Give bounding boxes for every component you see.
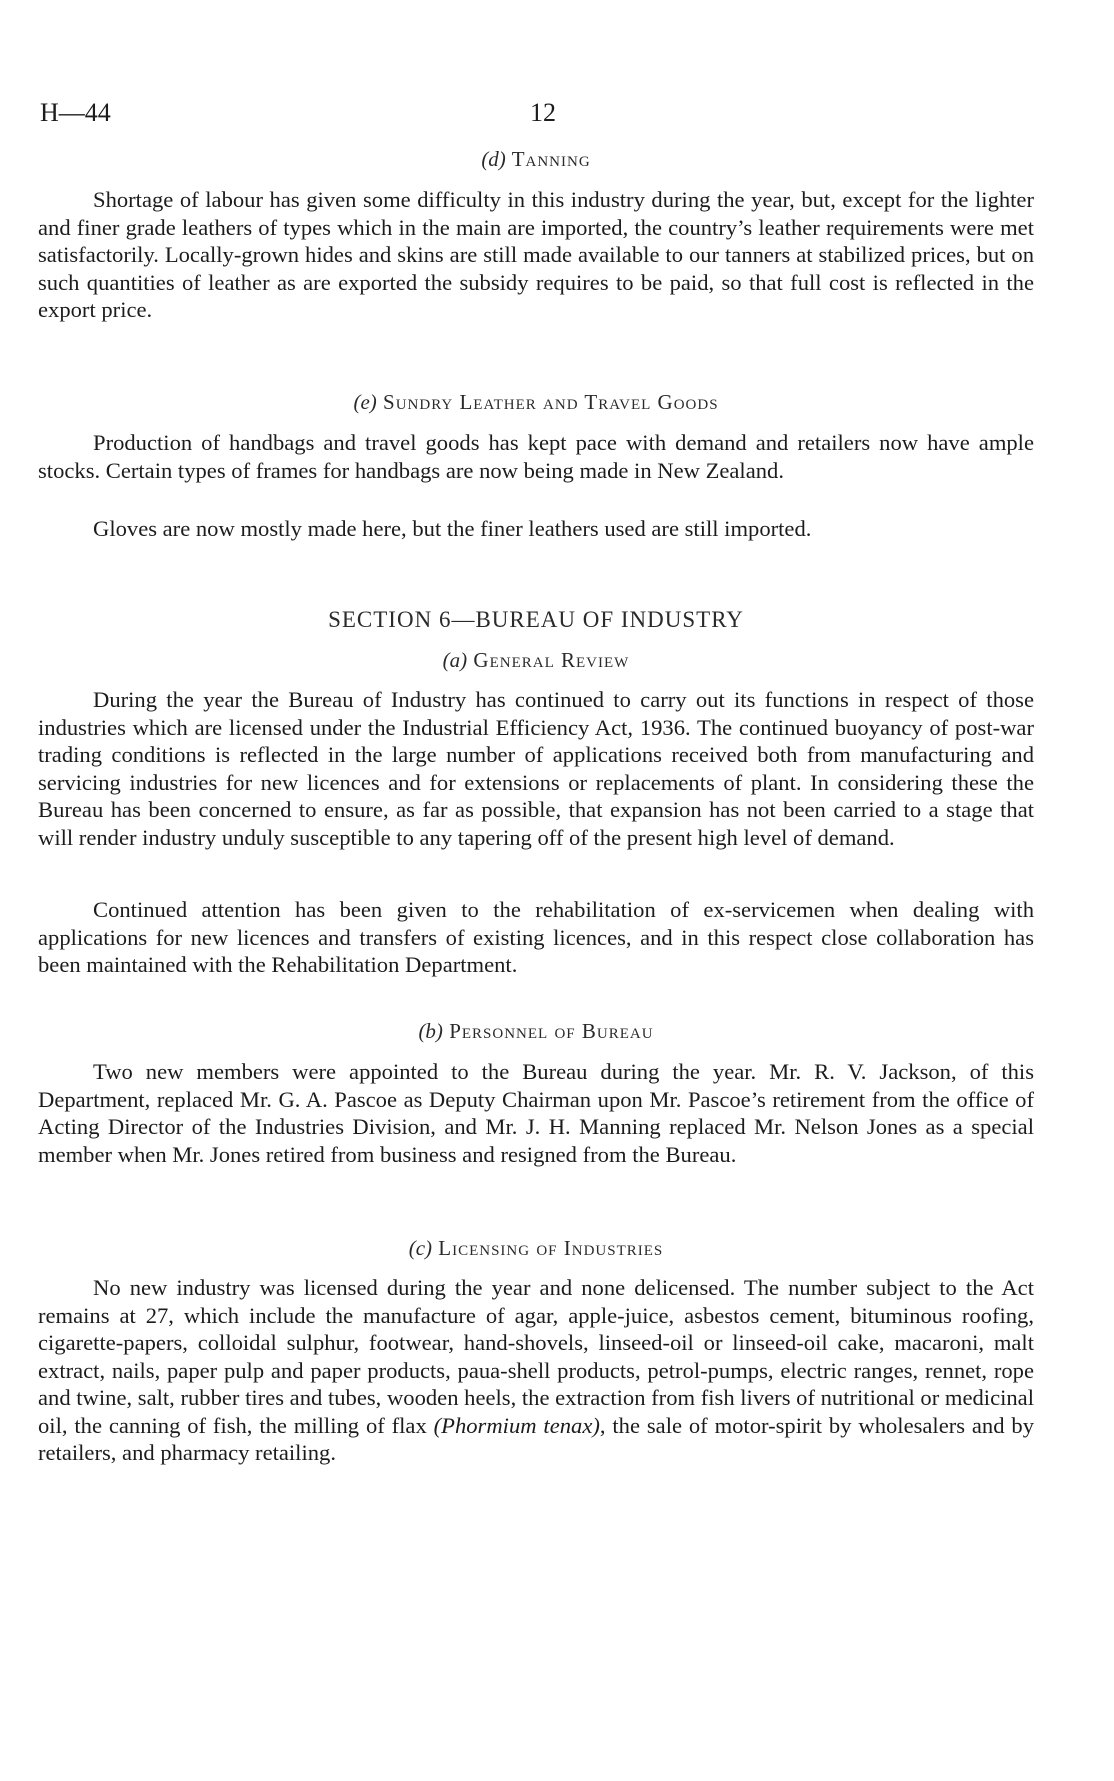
personnel-body [38, 1058, 1034, 1168]
paragraph: Shortage of labour has given some difficulty in this industry during the year, but, except for the lighter and finer grade leathers of types which in the main are imported, the country’s leather requirements were met satisfactorily. Locally-grown hides and skins are still made available to our tanners at stabilized prices, but on such quantities of leather as are exported the subsidy requires to be paid, so that full cost is reflected in the export price. [38, 187, 1034, 322]
heading-title: Personnel of Bureau [449, 1019, 654, 1043]
heading-title: Sundry Leather and Travel Goods [383, 390, 719, 414]
page-number: 12 [530, 98, 556, 127]
heading-sundry-leather [38, 390, 1034, 415]
paragraph: Two new members were appointed to the Bureau during the year. Mr. R. V. Jackson, of this Department, replaced Mr. G. A. Pascoe as Deputy Chairman upon Mr. Pascoe’s retirement from the office of Acting Director of the Industries Division, and Mr. J. H. Manning replaced Mr. Nelson Jones as a special member when Mr. Jones retired from business and resigned from the Bureau. [38, 1059, 1034, 1167]
tanning-body [38, 186, 1034, 324]
heading-tanning [38, 147, 1034, 172]
general-review-body-2 [38, 896, 1034, 979]
sundry-leather-body [38, 429, 1034, 484]
heading-label: (a) [442, 648, 468, 672]
paragraph-italic: (Phormium tenax) [433, 1412, 600, 1438]
paragraph-text: No new industry was licensed during the year and none delicensed. The number subject to the Act remains at 27, which include the manufacture of agar, apple-juice, asbestos cement, bituminous roofing, cigarette-papers, colloidal sulphur, footwear, hand-shovels, linseed-oil or linseed-oil cake, macaroni, malt extract, nails, paper pulp and paper products, paua-shell products, petrol-pumps, electric ranges, rennet, rope and twine, salt, rubber tires and tubes, wooden heels, the extraction from fish livers of nutritional or medicinal oil, the canning of fish, the milling of flax [38, 1275, 1034, 1438]
section-6-title: SECTION 6—BUREAU OF INDUSTRY [328, 607, 744, 632]
paragraph-text-end: , the sale of motor-spirit by wholesalers and by retailers, and pharmacy retailing. [38, 1412, 1034, 1465]
running-head [40, 98, 1040, 132]
general-review-body [38, 686, 1034, 851]
heading-title: Licensing of Industries [438, 1236, 664, 1260]
sundry-leather-body-2 [38, 515, 1034, 543]
heading-label: (d) [481, 147, 506, 171]
heading-label: (e) [353, 390, 377, 414]
heading-label: (c) [408, 1236, 433, 1260]
heading-personnel [38, 1019, 1034, 1044]
paragraph: Continued attention has been given to the rehabilitation of ex-servicemen when dealing with applications for new licences and transfers of existing licences, and in this respect close collaboration has been maintained with the Rehabilitation Department. [38, 897, 1034, 977]
heading-title: Tanning [511, 147, 591, 171]
paragraph: Gloves are now mostly made here, but the finer leathers used are still imported. [93, 516, 812, 541]
heading-licensing [38, 1236, 1034, 1261]
paragraph: During the year the Bureau of Industry has continued to carry out its functions in respect of those industries which are licensed under the Industrial Efficiency Act, 1936. The continued buoyancy of post-war trading conditions is reflected in the large number of applications received both from manufacturing and servicing industries for new licences and for extensions or replacements of plant. In considering these the Bureau has been concerned to ensure, as far as possible, that expansion has not been carried to a stage that will render industry unduly susceptible to any tapering off of the present high level of demand. [38, 687, 1034, 850]
heading-title: General Review [473, 648, 630, 672]
paragraph: Production of handbags and travel goods has kept pace with demand and retailers now have ample stocks. Certain types of frames for handbags are now being made in New Zealand. [38, 430, 1034, 483]
paragraph [38, 1274, 1034, 1467]
document-code: H—44 [40, 98, 111, 127]
heading-label: (b) [418, 1019, 443, 1043]
licensing-body [38, 1274, 1034, 1467]
heading-general-review [38, 648, 1034, 673]
